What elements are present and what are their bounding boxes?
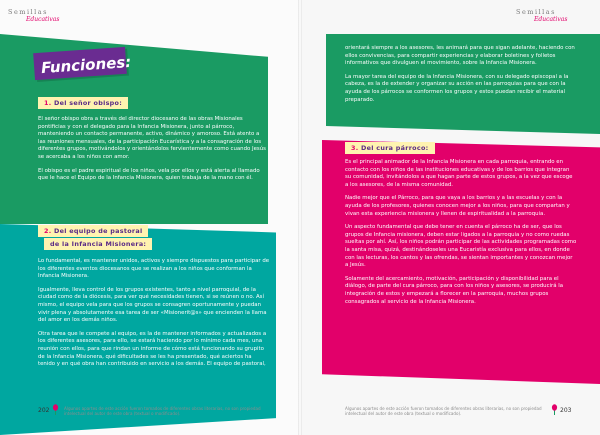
section2-heading — [38, 225, 148, 237]
section3-body — [345, 159, 577, 312]
paragraph: Un aspecto fundamental que debe tener en cuenta el párroco ha de ser, que los grupos de Infancia misionera, deben estar ligados a la parroquia y no como ruedas sueltas por ahí. Así, los niños podrán participar de las actividades programadas como la santa misa, quizá, destinándoseles una Eucaristía exclusiva para ellos, en donde con las lecturas, los cantos y las ofrendas, se sientan importantes y conozcan mejor a Jesús. — [345, 224, 577, 269]
brand-logo — [516, 9, 567, 23]
section1-heading — [38, 97, 128, 109]
paragraph: Es el principal animador de la Infancia Misionera en cada parroquia, entrando en contacto con los niños de las instituciones educativas y de los barrios que integran su comunidad, invitándolos a que hagan parte de estos grupos, a la vez que escoge a los asesores, de la misma comunidad. — [345, 159, 573, 188]
page-number: 203 — [560, 407, 572, 414]
paragraph: orientará siempre a los asesores, les animará para que sigan adelante, haciendo con ellos convivencias, para compartir experiencias y elaborar boletines y folletos informativos que divulguen el movimiento, sobre la Infancia Misionera. — [345, 45, 575, 67]
section3-title: Del cura párroco: — [361, 144, 429, 152]
seed-icon — [551, 404, 558, 415]
page-title: Funciones: — [40, 52, 132, 78]
brand-line1: Semillas — [8, 8, 48, 16]
paragraph: La mayor tarea del equipo de la Infancia Misionera, con su delegado episcopal a la cabeza, es la de extender y organizar su acción en las parroquias para que con la ayuda de los párrocos se conformen los grupos y estos puedan recibir el material preparado. — [345, 73, 569, 103]
footer-note: Algunos apartes de este acción fueron tomados de diferentes obras literarias, no son propiedad intelectual del autor de este obra (textual o modificado). — [345, 406, 542, 417]
section2-title-line1: Del equipo de pastoral — [54, 227, 143, 235]
brand-line2: Educativas — [26, 15, 60, 23]
section3-heading — [345, 142, 435, 154]
section2-title-line2: de la Infancia Misionera: — [50, 240, 147, 248]
paragraph: Igualmente, lleva control de los grupos existentes, tanto a nivel parroquial, de la ciudad como de la diócesis, para ver qué necesidades tienen, si se reúnen o no. Así mismo, el equipo vela para que los grupos se consagren oportunamente y puedan vivir plena y absolutamente esa tarea de ser «Misionerit@s» que encienden la llama del amor en los demás niños. — [38, 286, 267, 324]
section3-number: 3. — [351, 144, 359, 152]
section1-body — [38, 116, 266, 189]
paragraph: Otra tarea que le compete al equipo, es la de mantener informados y actualizados a los diferentes asesores, para ello, se estará haciendo por lo mínimo cada mes, una reunión con ellos, para que rindan un informe de cómo está funcionando su grupito de la Infancia Misionera, qué dificultades se les ha presentado, qué aciertos ha tenido y en qué obra han contribuido en servicio a los demás. El equipo de pastoral, — [38, 330, 267, 368]
brand-line2: Educativas — [534, 15, 568, 23]
section2-body — [38, 258, 270, 375]
paragraph: El señor obispo obra a través del director diocesano de las obras Misionales pontificias y con el delegado para la Infancia Misionera, junto al párroco, manteniendo un contacto permanente, activo, dinámico y amoroso. Está atento a las reuniones mensuales, de la participación Eucarística y a la consagración de los diferentes grupos, motivándolos y orientándolos fervientemente como cuando Jesús se acercaba a los niños con amor. — [38, 116, 266, 160]
book-gutter — [298, 0, 302, 435]
footer-note: Algunos apartes de este acción fueron tomados de diferentes obras literarias, no son propiedad intelectual del autor de este obra (textual o modificado). — [64, 406, 261, 417]
brand-line1: Semillas — [516, 8, 556, 16]
page-number: 202 — [38, 407, 50, 414]
paragraph: Lo fundamental, es mantener unidos, activos y siempre dispuestos para participar de los diferentes eventos diocesanos que se realizan a los niños que conforman la Infancia Misionera. — [38, 258, 270, 280]
section2-number: 2. — [44, 227, 52, 235]
seed-icon — [52, 404, 59, 415]
section2-heading-line2 — [44, 238, 152, 250]
brand-logo — [8, 9, 59, 23]
section1-title: Del señor obispo: — [54, 99, 123, 107]
right-page — [300, 0, 600, 435]
continuation-body — [345, 45, 577, 110]
paragraph: El obispo es el padre espiritual de los niños, vela por ellos y está alerta al llamado que le hace el Equipo de la Infancia Misionera, quien trabaja de la mano con él. — [38, 167, 260, 182]
paragraph: Solamente del acercamiento, motivación, participación y disponibilidad para el diálogo, de parte del cura párroco, para con los niños y asesores, se producirá la integración de estos y empezará a florecer en la parroquia, muchos grupos consagrados al servicio de la Infancia Misionera. — [345, 275, 564, 305]
paragraph: Nadie mejor que el Párroco, para que vaya a los barrios y a las escuelas y con la ayuda de los profesores, quienes conocen mejor a los niños, para que compartan y vivan esta experiencia misionera y llenen de espiritualidad a la parroquia. — [345, 195, 570, 217]
section1-number: 1. — [44, 99, 52, 107]
